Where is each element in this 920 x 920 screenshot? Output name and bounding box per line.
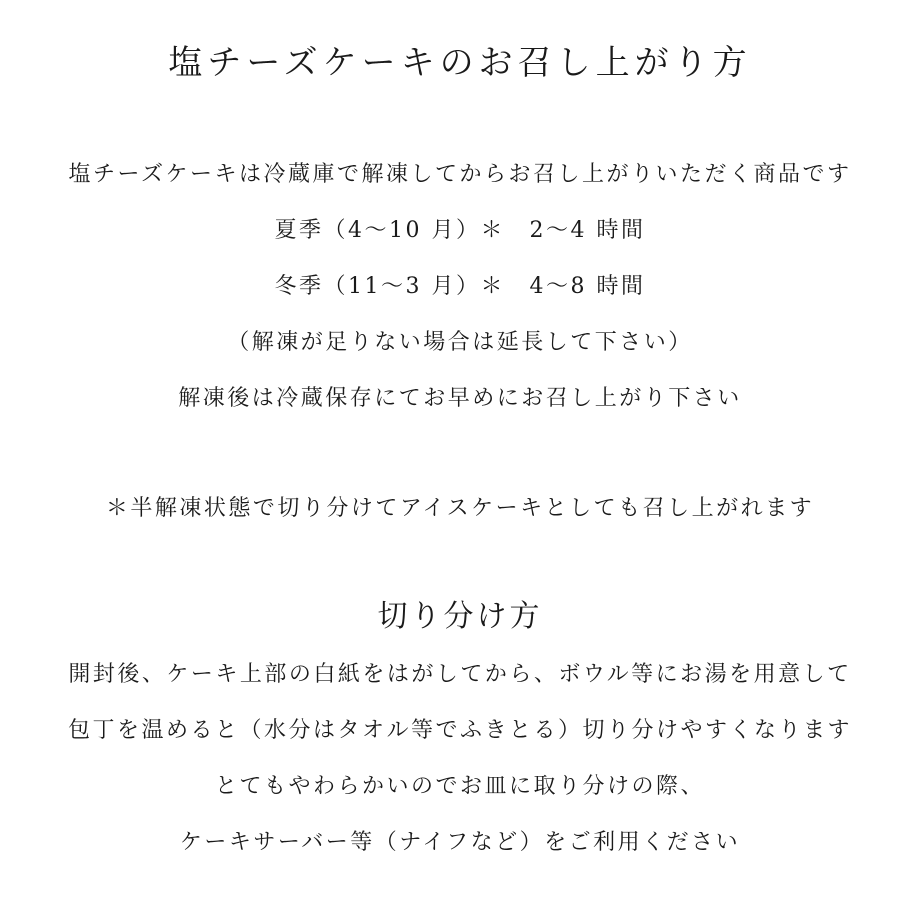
ice-cake-note: ＊半解凍状態で切り分けてアイスケーキとしても召し上がれます xyxy=(105,496,815,521)
page-title: 塩チーズケーキのお召し上がり方 xyxy=(168,43,752,83)
cutting-title: 切り分け方 xyxy=(377,599,543,634)
thaw-intro: 塩チーズケーキは冷蔵庫で解凍してからお召し上がりいただく商品です xyxy=(68,162,852,187)
cutting-line: ケーキサーバー等（ナイフなど）をご利用ください xyxy=(179,830,741,855)
thaw-after: 解凍後は冷蔵保存にてお早めにお召し上がり下さい xyxy=(178,386,742,411)
thaw-note: （解凍が足りない場合は延長して下さい） xyxy=(227,330,693,355)
thaw-summer: 夏季（4～10 月）＊ 2～4 時間 xyxy=(274,218,646,243)
thaw-winter: 冬季（11～3 月）＊ 4～8 時間 xyxy=(274,274,646,299)
cutting-line: とてもやわらかいのでお皿に取り分けの際、 xyxy=(214,774,705,799)
cutting-line: 開封後、ケーキ上部の白紙をはがしてから、ボウル等にお湯を用意して xyxy=(68,662,852,687)
cutting-line: 包丁を温めると（水分はタオル等でふきとる）切り分けやすくなります xyxy=(67,718,852,743)
